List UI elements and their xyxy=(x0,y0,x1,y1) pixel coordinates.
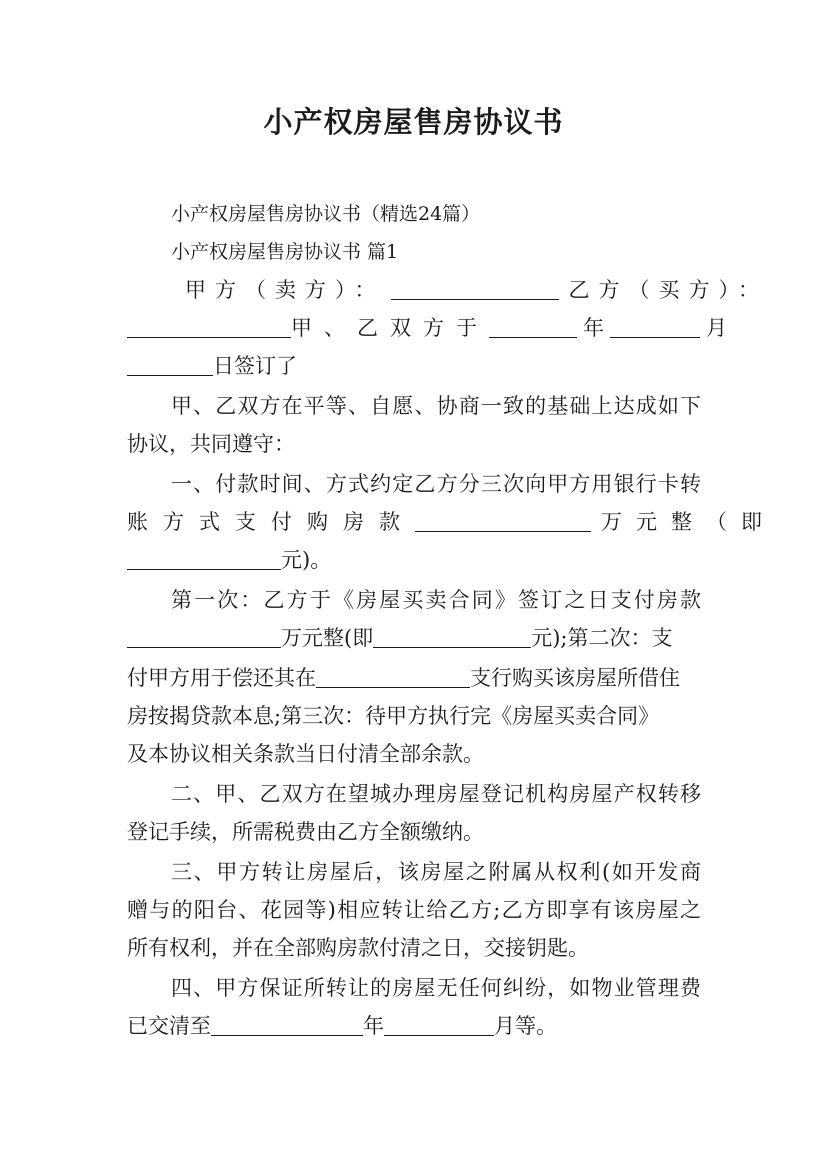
bank-blank xyxy=(316,666,470,688)
party-b-label: 乙方（买方）： xyxy=(568,278,768,302)
party-a-label: 甲方（卖方）： xyxy=(185,278,385,302)
day-line xyxy=(127,346,701,386)
second-payment-text: 元);第二次：支 xyxy=(531,626,673,650)
month-blank xyxy=(610,316,700,338)
paragraph-line: 房按揭贷款本息;第三次：待甲方执行完《房屋买卖合同》 xyxy=(127,704,660,728)
paragraph-line: 二、甲、乙双方在望城办理房屋登记机构房屋产权转移 xyxy=(171,782,701,806)
first-payment-yuan-blank xyxy=(373,626,531,648)
payment-amount-line xyxy=(127,502,776,542)
amount-unit-text: 万元整（即 xyxy=(601,510,776,534)
paragraph-line: 四、甲方保证所转让的房屋无任何纠纷，如物业管理费 xyxy=(171,976,701,1000)
party-b-blank xyxy=(127,316,291,338)
fees-month-label: 月等。 xyxy=(494,1014,557,1038)
first-payment-blank xyxy=(127,626,281,648)
date-line xyxy=(127,308,727,348)
date-intro-text: 甲、乙双方于 xyxy=(291,316,489,340)
year-label: 年 xyxy=(583,316,604,340)
document-title: 小产权房屋售房协议书 xyxy=(263,105,564,139)
day-label: 日签订了 xyxy=(213,354,297,378)
year-blank xyxy=(489,316,577,338)
paragraph-line: 甲、乙双方在平等、自愿、协商一致的基础上达成如下 xyxy=(171,394,701,418)
day-blank xyxy=(127,354,213,376)
yuan-blank xyxy=(127,548,281,570)
fees-year-label: 年 xyxy=(363,1014,384,1038)
parties-line xyxy=(127,270,768,310)
paragraph-line: 及本协议相关条款当日付清全部余款。 xyxy=(127,742,484,766)
party-a-blank xyxy=(391,278,559,300)
first-payment-text: 万元整(即 xyxy=(281,626,374,650)
paragraph-line: 协议，共同遵守： xyxy=(127,432,295,456)
paragraph-line: 登记手续，所需税费由乙方全额缴纳。 xyxy=(127,820,484,844)
fees-year-blank xyxy=(211,1014,363,1036)
fees-intro-text: 已交清至 xyxy=(127,1014,211,1038)
fees-month-blank xyxy=(384,1014,494,1036)
fees-line xyxy=(127,1006,701,1046)
paragraph-line: 第一次：乙方于《房屋买卖合同》签订之日支付房款 xyxy=(171,588,701,612)
first-payment-line xyxy=(127,618,701,658)
month-label: 月 xyxy=(706,316,727,340)
subtitle-line: 小产权房屋售房协议书（精选24篇） xyxy=(171,203,481,225)
amount-blank xyxy=(415,510,591,532)
payment-yuan-line xyxy=(127,540,701,580)
paragraph-line: 所有权利，并在全部购房款付清之日，交接钥匙。 xyxy=(127,936,589,960)
bank-tail-text: 支行购买该房屋所借住 xyxy=(470,666,680,690)
paragraph-line: 一、付款时间、方式约定乙方分三次向甲方用银行卡转 xyxy=(171,472,701,496)
bank-line xyxy=(127,658,701,698)
bank-intro-text: 付甲方用于偿还其在 xyxy=(127,666,316,690)
section-heading-line: 小产权房屋售房协议书 篇1 xyxy=(171,241,399,263)
paragraph-line: 三、甲方转让房屋后，该房屋之附属从权利(如开发商 xyxy=(171,860,701,884)
payment-text: 账方式支付购房款 xyxy=(127,510,415,534)
yuan-text: 元)。 xyxy=(281,548,332,572)
paragraph-line: 赠与的阳台、花园等)相应转让给乙方;乙方即享有该房屋之 xyxy=(127,898,701,922)
